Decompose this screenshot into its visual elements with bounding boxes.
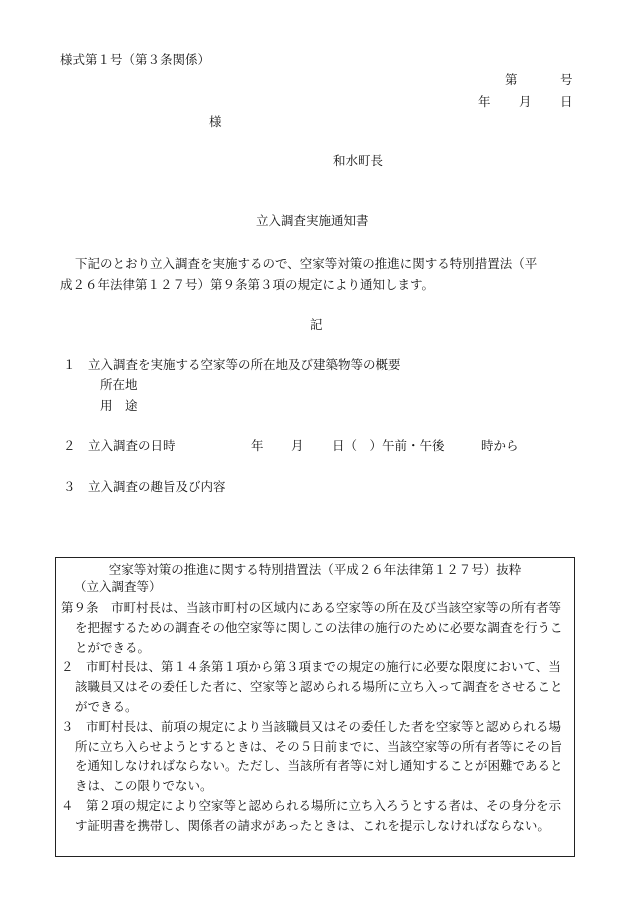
item-1-location: 所在地	[100, 377, 138, 392]
form-number: 様式第１号（第３条関係）	[60, 52, 211, 67]
addressee: 様	[209, 114, 222, 129]
body-line-2: 成２６年法律第１２７号）第９条第３項の規定により通知します。	[60, 277, 435, 292]
item-1-usage: 用 途	[100, 398, 138, 413]
doc-number-prefix: 第	[505, 72, 518, 87]
excerpt-paragraph-3: ３ 市町村長は、前項の規定により当該職員又はその委任した者を空家等と認められる場所に立ち入らせようとするときは、その５日前までに、当該空家等の所有者等にその旨を通知しなければならない。ただし、当該所有者等に対し通知することが困難であるときは、この限りでない。	[61, 718, 563, 794]
date-day: 日	[560, 94, 573, 109]
item-2-month: 月	[291, 438, 304, 453]
item-1-text: 立入調査を実施する空家等の所在地及び建築物等の概要	[88, 357, 401, 372]
item-1-number: １	[63, 357, 76, 372]
body-line-1: 下記のとおり立入調査を実施するので、空家等対策の推進に関する特別措置法（平	[75, 256, 538, 271]
date-year: 年	[478, 94, 491, 109]
doc-number-suffix: 号	[560, 72, 573, 87]
law-excerpt-box	[55, 557, 575, 857]
issuer: 和水町長	[333, 153, 384, 168]
item-3-text: 立入調査の趣旨及び内容	[88, 479, 226, 494]
item-3-number: ３	[63, 479, 76, 494]
document-title: 立入調査実施通知書	[256, 213, 369, 228]
ki-heading: 記	[310, 317, 323, 332]
item-2-year: 年	[251, 438, 264, 453]
excerpt-caption: （立入調査等）	[74, 579, 162, 594]
item-2-time: 時から	[481, 438, 519, 453]
excerpt-paragraph-2: ２ 市町村長は、第１４条第１項から第３項までの規定の施行に必要な限度において、当該職員又はその委任した者に、空家等と認められる場所に立ち入って調査をさせることができる。	[61, 659, 563, 714]
excerpt-title: 空家等対策の推進に関する特別措置法（平成２６年法律第１２７号）抜粋	[108, 562, 522, 577]
excerpt-paragraph-4: ４ 第２項の規定により空家等と認められる場所に立ち入ろうとする者は、その身分を示す証明書を携帯し、関係者の請求があったときは、これを提示しなければならない。	[61, 797, 562, 833]
item-2-number: ２	[63, 438, 76, 453]
excerpt-article-9: 第９条 市町村長は、当該市町村の区域内にある空家等の所在及び当該空家等の所有者等を把握するための調査その他空家等に関しこの法律の施行のために必要な調査を行うことができる。	[61, 600, 563, 655]
item-2-day-ampm: 日（ ）午前・午後	[332, 438, 445, 453]
date-month: 月	[519, 94, 532, 109]
item-2-text: 立入調査の日時	[88, 438, 176, 453]
